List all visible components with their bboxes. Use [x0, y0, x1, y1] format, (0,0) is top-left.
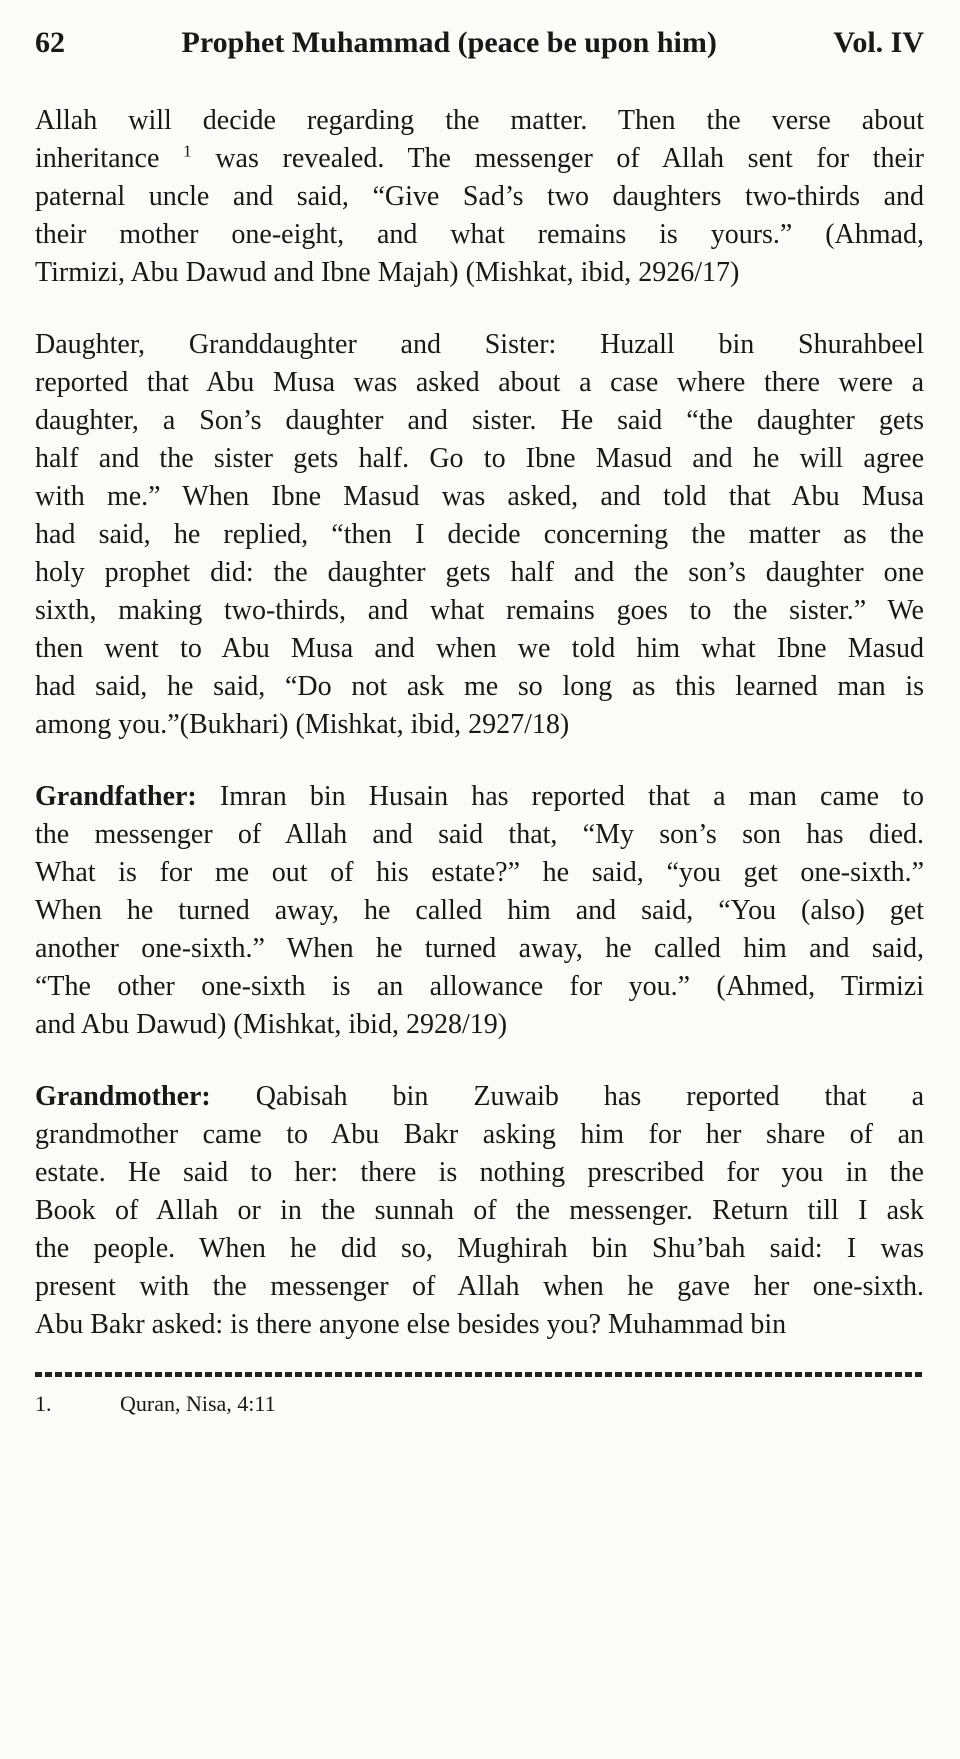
text-line: inheritance $^1$ was revealed. The messenger of Allah sent for their	[35, 141, 924, 174]
text-line: their mother one-eight, and what remains is yours.” (Ahmad,	[35, 219, 924, 250]
text-line: Daughter, Granddaughter and Sister: Huzall bin Shurahbeel	[35, 329, 924, 360]
text-line: When he turned away, he called him and said, “You (also) get	[35, 895, 924, 926]
footnote-reference-marker: 1	[183, 141, 192, 161]
paragraph-lead: Grandmother:	[35, 1081, 211, 1112]
page-title: Prophet Muhammad (peace be upon him)	[181, 26, 717, 59]
paragraph-lead: Grandfather:	[35, 781, 197, 812]
volume-label: Vol. IV	[833, 26, 924, 59]
footnote-separator	[35, 1372, 924, 1377]
paragraph-2	[35, 326, 924, 744]
text-line: “The other one-sixth is an allowance for you.” (Ahmed, Tirmizi	[35, 971, 924, 1002]
text-line: sixth, making two-thirds, and what remains goes to the sister.” We	[35, 595, 924, 626]
text-line: What is for me out of his estate?” he said, “you get one-sixth.”	[35, 857, 924, 888]
paragraph-4	[35, 1078, 924, 1344]
text-line: the messenger of Allah and said that, “My son’s son has died.	[35, 819, 924, 850]
text-line: and Abu Dawud) (Mishkat, ibid, 2928/19)	[35, 1009, 508, 1040]
footnote-text: Quran, Nisa, 4:11	[120, 1391, 276, 1416]
text-line: holy prophet did: the daughter gets half and the son’s daughter one	[35, 557, 924, 588]
text-line: paternal uncle and said, “Give Sad’s two daughters two-thirds and	[35, 181, 924, 212]
page-number: 62	[35, 26, 65, 59]
text-line: the people. When he did so, Mughirah bin Shu’bah said: I was	[35, 1233, 924, 1264]
text-line: estate. He said to her: there is nothing prescribed for you in the	[35, 1157, 924, 1188]
text-line: reported that Abu Musa was asked about a case where there were a	[35, 367, 924, 398]
text-line: with me.” When Ibne Masud was asked, and told that Abu Musa	[35, 481, 924, 512]
paragraph-1	[35, 102, 924, 292]
page-body	[35, 102, 924, 1344]
page-content	[35, 26, 924, 1417]
footnote	[35, 1391, 924, 1417]
text-line: present with the messenger of Allah when he gave her one-sixth.	[35, 1271, 924, 1302]
text-line: half and the sister gets half. Go to Ibne Masud and he will agree	[35, 443, 924, 474]
text-line: had said, he replied, “then I decide concerning the matter as the	[35, 519, 924, 550]
text-line: daughter, a Son’s daughter and sister. He said “the daughter gets	[35, 405, 924, 436]
text-line: Allah will decide regarding the matter. Then the verse about	[35, 105, 924, 136]
text-line: among you.”(Bukhari) (Mishkat, ibid, 2927/18)	[35, 709, 570, 740]
text-line: had said, he said, “Do not ask me so long as this learned man is	[35, 671, 924, 702]
text-line: Abu Bakr asked: is there anyone else besides you? Muhammad bin	[35, 1309, 787, 1340]
text-line: grandmother came to Abu Bakr asking him for her share of an	[35, 1119, 924, 1150]
text-line: Grandmother: Qabisah bin Zuwaib has reported that a	[35, 1081, 924, 1112]
text-line: Grandfather: Imran bin Husain has reported that a man came to	[35, 781, 924, 812]
text-line: Tirmizi, Abu Dawud and Ibne Majah) (Mishkat, ibid, 2926/17)	[35, 257, 740, 288]
footnote-number: 1.	[35, 1391, 52, 1416]
text-line: then went to Abu Musa and when we told him what Ibne Masud	[35, 633, 924, 664]
page-header	[35, 26, 924, 60]
text-line: another one-sixth.” When he turned away, he called him and said,	[35, 933, 924, 964]
text-line: Book of Allah or in the sunnah of the messenger. Return till I ask	[35, 1195, 924, 1226]
paragraph-3	[35, 778, 924, 1044]
